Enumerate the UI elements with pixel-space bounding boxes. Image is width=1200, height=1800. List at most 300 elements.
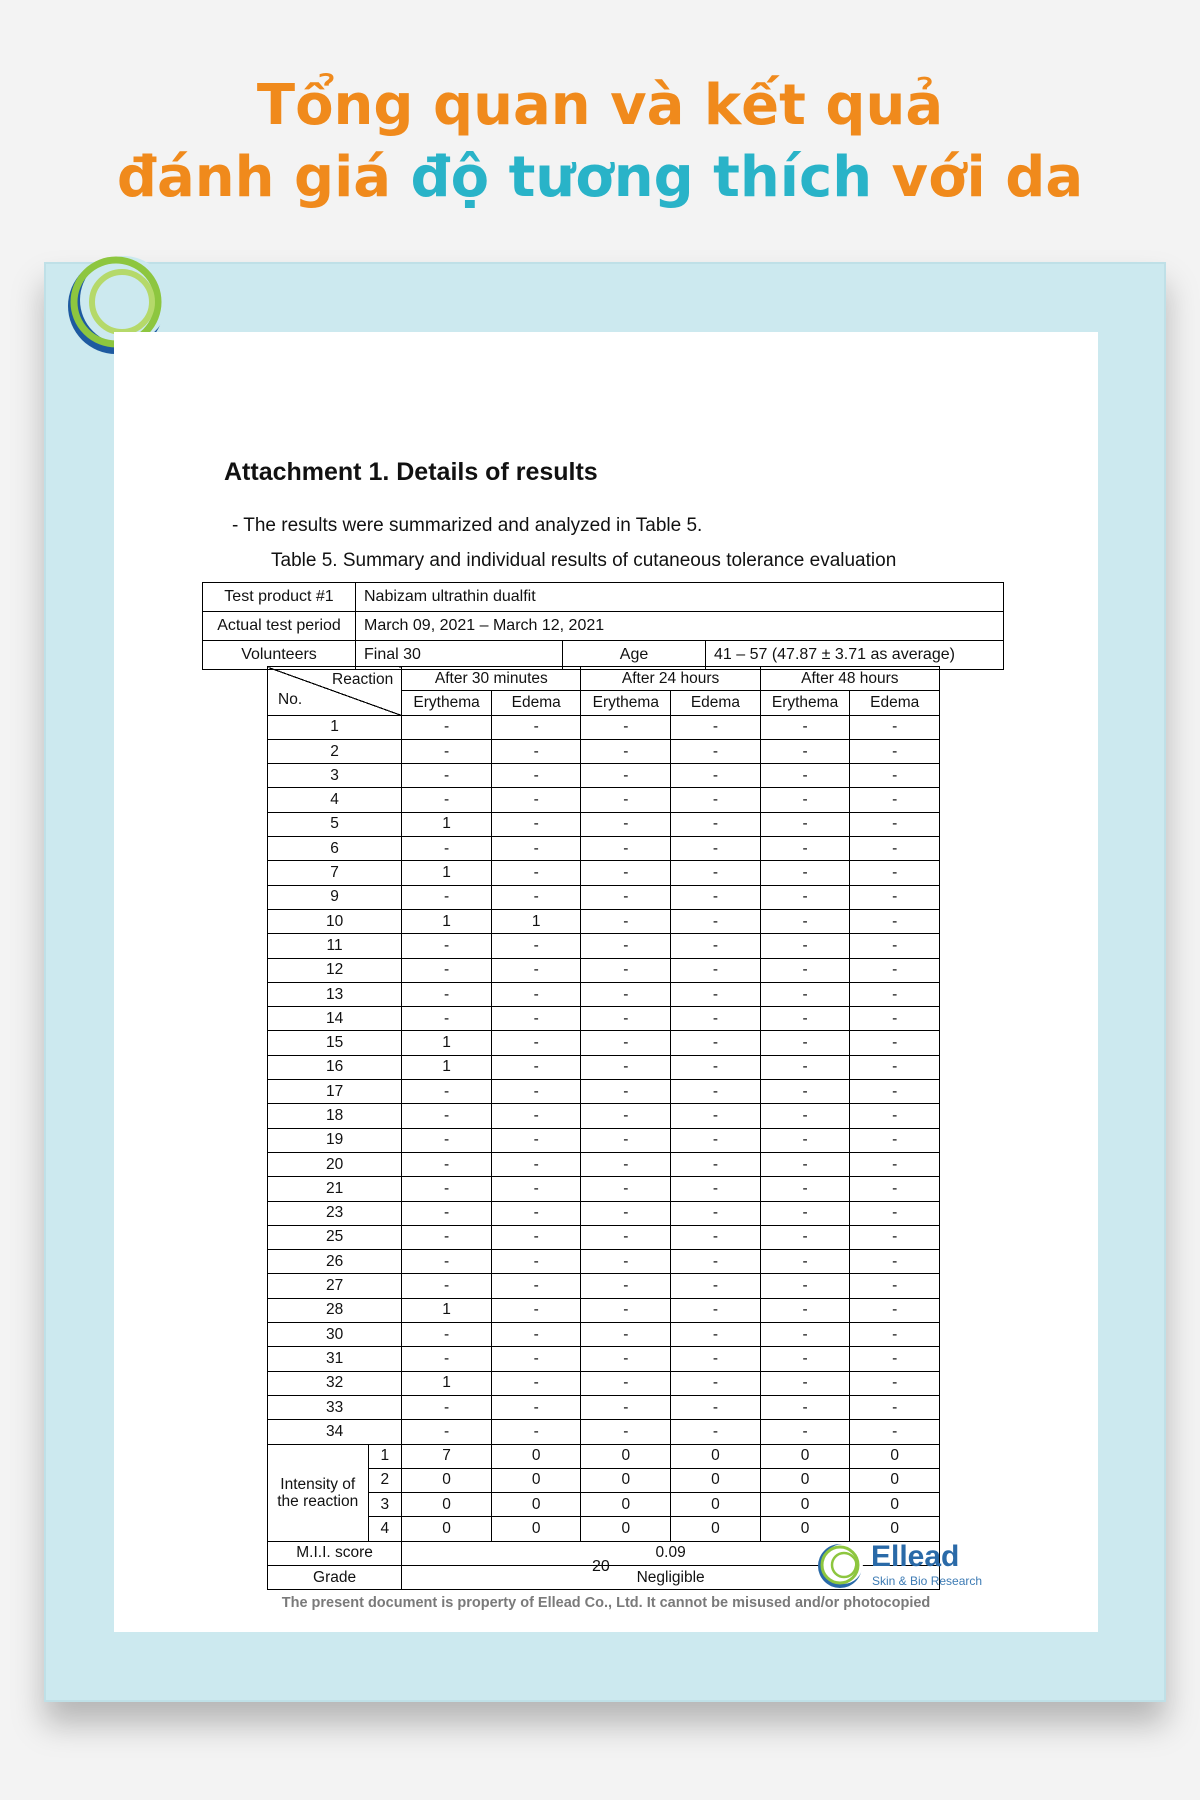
table-row	[268, 1274, 940, 1298]
intensity-level: 2	[368, 1468, 402, 1492]
reaction-cell: -	[491, 1104, 581, 1128]
reaction-cell: -	[491, 1031, 581, 1055]
reaction-cell: -	[581, 1104, 671, 1128]
reaction-cell: -	[581, 958, 671, 982]
reaction-cell: -	[402, 837, 492, 861]
reaction-cell: -	[850, 812, 940, 836]
reaction-cell: -	[760, 1007, 850, 1031]
reaction-cell: -	[671, 1152, 761, 1176]
reaction-cell: -	[581, 1031, 671, 1055]
table-row	[268, 1031, 940, 1055]
reaction-cell: -	[850, 1274, 940, 1298]
table-row	[268, 812, 940, 836]
intensity-cell: 0	[850, 1444, 940, 1468]
document-page	[114, 332, 1098, 1632]
reaction-cell: -	[850, 837, 940, 861]
reaction-cell: -	[760, 885, 850, 909]
grade-label: Grade	[268, 1565, 402, 1589]
reaction-cell: 1	[402, 1055, 492, 1079]
table-row	[268, 885, 940, 909]
reaction-cell: -	[581, 1152, 671, 1176]
hero-line-1: Tổng quan và kết quả	[256, 73, 944, 138]
reaction-cell: -	[671, 812, 761, 836]
row-number: 5	[268, 812, 402, 836]
reaction-cell: -	[491, 788, 581, 812]
reaction-cell: -	[671, 1104, 761, 1128]
table-row	[268, 1055, 940, 1079]
reaction-cell: -	[760, 1347, 850, 1371]
corner-no-label: No.	[278, 690, 303, 708]
period-label: Actual test period	[203, 612, 356, 641]
reaction-cell: -	[671, 764, 761, 788]
row-number: 19	[268, 1128, 402, 1152]
sub-header: Edema	[491, 691, 581, 715]
row-number: 7	[268, 861, 402, 885]
reaction-cell: -	[760, 1250, 850, 1274]
reaction-cell: -	[581, 1323, 671, 1347]
reaction-cell: -	[850, 1128, 940, 1152]
reaction-cell: -	[491, 1371, 581, 1395]
summary-line: - The results were summarized and analyzed in Table 5.	[232, 515, 703, 536]
reaction-cell: -	[850, 1371, 940, 1395]
reaction-cell: -	[491, 837, 581, 861]
reaction-cell: -	[760, 1323, 850, 1347]
intensity-row	[268, 1493, 940, 1517]
intensity-cell: 0	[491, 1444, 581, 1468]
brand-logo	[816, 1540, 986, 1592]
row-number: 4	[268, 788, 402, 812]
intensity-cell: 0	[402, 1517, 492, 1541]
intensity-level: 1	[368, 1444, 402, 1468]
intensity-cell: 0	[402, 1493, 492, 1517]
reaction-cell: -	[850, 1007, 940, 1031]
reaction-cell: -	[760, 1225, 850, 1249]
intensity-cell: 0	[850, 1517, 940, 1541]
volunteers-value: Final 30	[356, 641, 563, 670]
footer-notice: The present document is property of Ellead Co., Ltd. It cannot be misused and/or photocopied	[281, 1595, 931, 1611]
intensity-cell: 0	[671, 1493, 761, 1517]
reaction-cell: -	[402, 1250, 492, 1274]
reaction-cell: -	[491, 1055, 581, 1079]
reaction-cell: -	[850, 861, 940, 885]
row-number: 12	[268, 958, 402, 982]
reaction-cell: -	[760, 1177, 850, 1201]
reaction-cell: -	[671, 1420, 761, 1444]
reaction-cell: -	[581, 1007, 671, 1031]
reaction-cell: -	[671, 1055, 761, 1079]
reaction-cell: -	[671, 1225, 761, 1249]
results-table	[267, 666, 940, 1590]
table-row	[268, 1420, 940, 1444]
reaction-cell: -	[760, 812, 850, 836]
reaction-cell: -	[581, 1395, 671, 1419]
attachment-heading: Attachment 1. Details of results	[224, 458, 598, 486]
reaction-cell: -	[402, 788, 492, 812]
row-number: 6	[268, 837, 402, 861]
reaction-cell: -	[671, 1298, 761, 1322]
reaction-cell: -	[760, 837, 850, 861]
reaction-cell: -	[581, 812, 671, 836]
info-row-product	[203, 583, 1004, 612]
row-number: 26	[268, 1250, 402, 1274]
intensity-cell: 0	[760, 1468, 850, 1492]
intensity-cell: 0	[671, 1444, 761, 1468]
group-header: After 48 hours	[760, 667, 939, 691]
reaction-cell: -	[850, 1055, 940, 1079]
reaction-cell: -	[850, 1201, 940, 1225]
row-number: 15	[268, 1031, 402, 1055]
reaction-cell: -	[402, 1420, 492, 1444]
reaction-cell: -	[671, 1323, 761, 1347]
reaction-cell: -	[671, 837, 761, 861]
reaction-cell: -	[402, 1104, 492, 1128]
intensity-cell: 0	[581, 1444, 671, 1468]
reaction-cell: -	[581, 909, 671, 933]
reaction-cell: -	[850, 1250, 940, 1274]
table-row	[268, 1371, 940, 1395]
reaction-cell: -	[760, 1104, 850, 1128]
reaction-cell: -	[402, 885, 492, 909]
reaction-cell: 1	[402, 861, 492, 885]
intensity-level: 3	[368, 1493, 402, 1517]
group-header: After 24 hours	[581, 667, 760, 691]
reaction-cell: -	[402, 1177, 492, 1201]
reaction-cell: -	[581, 1225, 671, 1249]
reaction-cell: -	[760, 1128, 850, 1152]
reaction-cell: -	[491, 739, 581, 763]
reaction-cell: -	[760, 788, 850, 812]
reaction-cell: -	[671, 788, 761, 812]
reaction-cell: 1	[402, 1371, 492, 1395]
intensity-cell: 0	[581, 1493, 671, 1517]
reaction-cell: -	[850, 1420, 940, 1444]
intensity-cell: 0	[671, 1517, 761, 1541]
reaction-cell: -	[850, 1395, 940, 1419]
row-number: 9	[268, 885, 402, 909]
reaction-cell: -	[671, 1274, 761, 1298]
reaction-cell: -	[671, 1395, 761, 1419]
intensity-cell: 0	[402, 1468, 492, 1492]
reaction-cell: -	[671, 1201, 761, 1225]
intensity-cell: 0	[491, 1493, 581, 1517]
reaction-cell: -	[581, 1055, 671, 1079]
reaction-cell: -	[581, 739, 671, 763]
reaction-cell: -	[491, 1347, 581, 1371]
reaction-cell: -	[491, 1128, 581, 1152]
intensity-label: Intensity of the reaction	[268, 1444, 369, 1541]
reaction-cell: -	[671, 1250, 761, 1274]
reaction-cell: -	[581, 1201, 671, 1225]
reaction-cell: -	[581, 764, 671, 788]
sub-header: Erythema	[581, 691, 671, 715]
row-number: 31	[268, 1347, 402, 1371]
sub-header: Erythema	[402, 691, 492, 715]
reaction-cell: -	[850, 885, 940, 909]
reaction-cell: -	[760, 934, 850, 958]
reaction-cell: -	[402, 1080, 492, 1104]
reaction-cell: -	[581, 1177, 671, 1201]
reaction-cell: -	[491, 1177, 581, 1201]
table-row	[268, 764, 940, 788]
reaction-no-corner-cell	[268, 667, 402, 716]
reaction-cell: -	[850, 1225, 940, 1249]
intensity-level: 4	[368, 1517, 402, 1541]
intensity-cell: 0	[491, 1468, 581, 1492]
reaction-cell: -	[491, 1298, 581, 1322]
table-row	[268, 1152, 940, 1176]
reaction-cell: -	[760, 1055, 850, 1079]
hero-line-2a: đánh giá	[116, 145, 411, 210]
row-number: 25	[268, 1225, 402, 1249]
reaction-cell: -	[671, 1080, 761, 1104]
reaction-cell: -	[850, 1104, 940, 1128]
sub-header: Edema	[850, 691, 940, 715]
reaction-cell: -	[850, 1177, 940, 1201]
reaction-cell: -	[491, 715, 581, 739]
reaction-cell: -	[581, 1250, 671, 1274]
mii-label: M.I.I. score	[268, 1541, 402, 1565]
reaction-cell: -	[760, 1274, 850, 1298]
sub-header: Erythema	[760, 691, 850, 715]
reaction-cell: -	[581, 1420, 671, 1444]
row-number: 2	[268, 739, 402, 763]
results-body	[268, 715, 940, 1590]
reaction-cell: -	[850, 1298, 940, 1322]
row-number: 13	[268, 982, 402, 1006]
reaction-cell: -	[402, 764, 492, 788]
reaction-cell: -	[581, 1298, 671, 1322]
row-number: 33	[268, 1395, 402, 1419]
table-row	[268, 1347, 940, 1371]
reaction-cell: -	[491, 1420, 581, 1444]
product-value: Nabizam ultrathin dualfit	[356, 583, 1004, 612]
reaction-cell: -	[491, 1152, 581, 1176]
reaction-cell: -	[671, 739, 761, 763]
reaction-cell: -	[760, 1420, 850, 1444]
reaction-cell: -	[491, 1395, 581, 1419]
table-row	[268, 1395, 940, 1419]
reaction-cell: -	[671, 1007, 761, 1031]
reaction-cell: -	[850, 958, 940, 982]
reaction-cell: -	[491, 764, 581, 788]
row-number: 21	[268, 1177, 402, 1201]
reaction-cell: -	[402, 1201, 492, 1225]
reaction-cell: -	[491, 1250, 581, 1274]
age-value: 41 – 57 (47.87 ± 3.71 as average)	[706, 641, 1004, 670]
hero-line-2-highlight: độ tương thích	[410, 145, 873, 210]
table-row	[268, 1225, 940, 1249]
table-row	[268, 1128, 940, 1152]
reaction-cell: -	[491, 1080, 581, 1104]
reaction-cell: -	[760, 909, 850, 933]
row-number: 28	[268, 1298, 402, 1322]
reaction-cell: -	[402, 1347, 492, 1371]
reaction-cell: -	[850, 739, 940, 763]
reaction-cell: -	[760, 1371, 850, 1395]
intensity-row	[268, 1444, 940, 1468]
reaction-cell: -	[402, 934, 492, 958]
table-row	[268, 934, 940, 958]
reaction-cell: -	[760, 715, 850, 739]
reaction-cell: -	[671, 861, 761, 885]
reaction-cell: -	[760, 1201, 850, 1225]
reaction-cell: -	[850, 909, 940, 933]
table-row	[268, 715, 940, 739]
reaction-cell: -	[402, 958, 492, 982]
intensity-cell: 0	[581, 1468, 671, 1492]
reaction-cell: -	[850, 764, 940, 788]
ellead-brand-icon	[816, 1542, 864, 1590]
reaction-cell: -	[402, 1128, 492, 1152]
reaction-cell: -	[671, 982, 761, 1006]
reaction-cell: -	[491, 1201, 581, 1225]
intensity-cell: 0	[850, 1493, 940, 1517]
reaction-cell: -	[671, 1177, 761, 1201]
reaction-cell: -	[850, 1323, 940, 1347]
reaction-cell: -	[760, 739, 850, 763]
reaction-cell: 1	[491, 909, 581, 933]
reaction-cell: -	[402, 1007, 492, 1031]
reaction-cell: -	[671, 1128, 761, 1152]
table-row	[268, 837, 940, 861]
page-number: 20	[592, 1558, 610, 1575]
table-row	[268, 861, 940, 885]
reaction-cell: -	[581, 1347, 671, 1371]
reaction-cell: -	[402, 715, 492, 739]
row-number: 23	[268, 1201, 402, 1225]
period-value: March 09, 2021 – March 12, 2021	[356, 612, 1004, 641]
table-row	[268, 788, 940, 812]
table-row	[268, 1177, 940, 1201]
row-number: 16	[268, 1055, 402, 1079]
intensity-cell: 7	[402, 1444, 492, 1468]
intensity-cell: 0	[850, 1468, 940, 1492]
table-row	[268, 1007, 940, 1031]
reaction-cell: -	[491, 1225, 581, 1249]
row-number: 30	[268, 1323, 402, 1347]
reaction-cell: -	[760, 958, 850, 982]
info-table	[202, 582, 1004, 670]
corner-reaction-label: Reaction	[332, 671, 394, 688]
reaction-cell: -	[491, 885, 581, 909]
reaction-cell: -	[760, 764, 850, 788]
reaction-cell: -	[671, 885, 761, 909]
reaction-cell: -	[402, 1323, 492, 1347]
table-row	[268, 982, 940, 1006]
header-row-groups	[268, 667, 940, 691]
reaction-cell: -	[402, 1152, 492, 1176]
reaction-cell: -	[581, 837, 671, 861]
reaction-cell: 1	[402, 1031, 492, 1055]
intensity-cell: 0	[671, 1468, 761, 1492]
group-header: After 30 minutes	[402, 667, 581, 691]
row-number: 32	[268, 1371, 402, 1395]
grade-value: Negligible	[402, 1565, 940, 1589]
brand-subtitle: Skin & Bio Research	[872, 1574, 983, 1588]
table-row	[268, 958, 940, 982]
reaction-cell: -	[581, 885, 671, 909]
reaction-cell: -	[850, 715, 940, 739]
intensity-cell: 0	[760, 1493, 850, 1517]
row-number: 18	[268, 1104, 402, 1128]
reaction-cell: -	[581, 715, 671, 739]
table-row	[268, 739, 940, 763]
reaction-cell: -	[491, 982, 581, 1006]
reaction-cell: -	[850, 1347, 940, 1371]
table-row	[268, 1201, 940, 1225]
reaction-cell: -	[581, 1371, 671, 1395]
reaction-cell: -	[850, 1080, 940, 1104]
intensity-cell: 0	[760, 1444, 850, 1468]
reaction-cell: -	[850, 982, 940, 1006]
age-label: Age	[563, 641, 706, 670]
reaction-cell: -	[671, 958, 761, 982]
reaction-cell: -	[760, 861, 850, 885]
reaction-cell: -	[581, 1274, 671, 1298]
reaction-cell: -	[671, 1031, 761, 1055]
table-row	[268, 1104, 940, 1128]
row-number: 34	[268, 1420, 402, 1444]
reaction-cell: -	[850, 934, 940, 958]
reaction-cell: -	[491, 1323, 581, 1347]
reaction-cell: 1	[402, 812, 492, 836]
reaction-cell: -	[850, 1152, 940, 1176]
row-number: 11	[268, 934, 402, 958]
row-number: 20	[268, 1152, 402, 1176]
table-row	[268, 1080, 940, 1104]
hero-line-2c: với da	[872, 145, 1084, 210]
reaction-cell: -	[760, 1080, 850, 1104]
table-row	[268, 1323, 940, 1347]
brand-name: Ellead	[871, 1540, 960, 1573]
intensity-cell: 0	[760, 1517, 850, 1541]
reaction-cell: -	[760, 1395, 850, 1419]
reaction-cell: -	[671, 715, 761, 739]
reaction-cell: -	[402, 1274, 492, 1298]
picture-frame	[44, 262, 1166, 1702]
intensity-cell: 0	[491, 1517, 581, 1541]
reaction-cell: -	[491, 958, 581, 982]
reaction-cell: -	[491, 812, 581, 836]
hero-line-2	[0, 142, 1200, 214]
volunteers-label: Volunteers	[203, 641, 356, 670]
reaction-cell: -	[581, 1080, 671, 1104]
table-row	[268, 1298, 940, 1322]
product-label: Test product #1	[203, 583, 356, 612]
reaction-cell: -	[491, 861, 581, 885]
intensity-cell: 0	[581, 1517, 671, 1541]
row-number: 10	[268, 909, 402, 933]
table-row	[268, 1250, 940, 1274]
row-number: 27	[268, 1274, 402, 1298]
reaction-cell: -	[671, 909, 761, 933]
reaction-cell: -	[491, 1274, 581, 1298]
reaction-cell: -	[402, 1395, 492, 1419]
reaction-cell: -	[850, 1031, 940, 1055]
reaction-cell: 1	[402, 1298, 492, 1322]
reaction-cell: -	[581, 934, 671, 958]
reaction-cell: -	[402, 739, 492, 763]
table-row	[268, 909, 940, 933]
reaction-cell: -	[760, 1152, 850, 1176]
info-row-period	[203, 612, 1004, 641]
reaction-cell: 1	[402, 909, 492, 933]
reaction-cell: -	[760, 1031, 850, 1055]
reaction-cell: -	[581, 861, 671, 885]
reaction-cell: -	[671, 1347, 761, 1371]
reaction-cell: -	[491, 934, 581, 958]
reaction-cell: -	[671, 934, 761, 958]
